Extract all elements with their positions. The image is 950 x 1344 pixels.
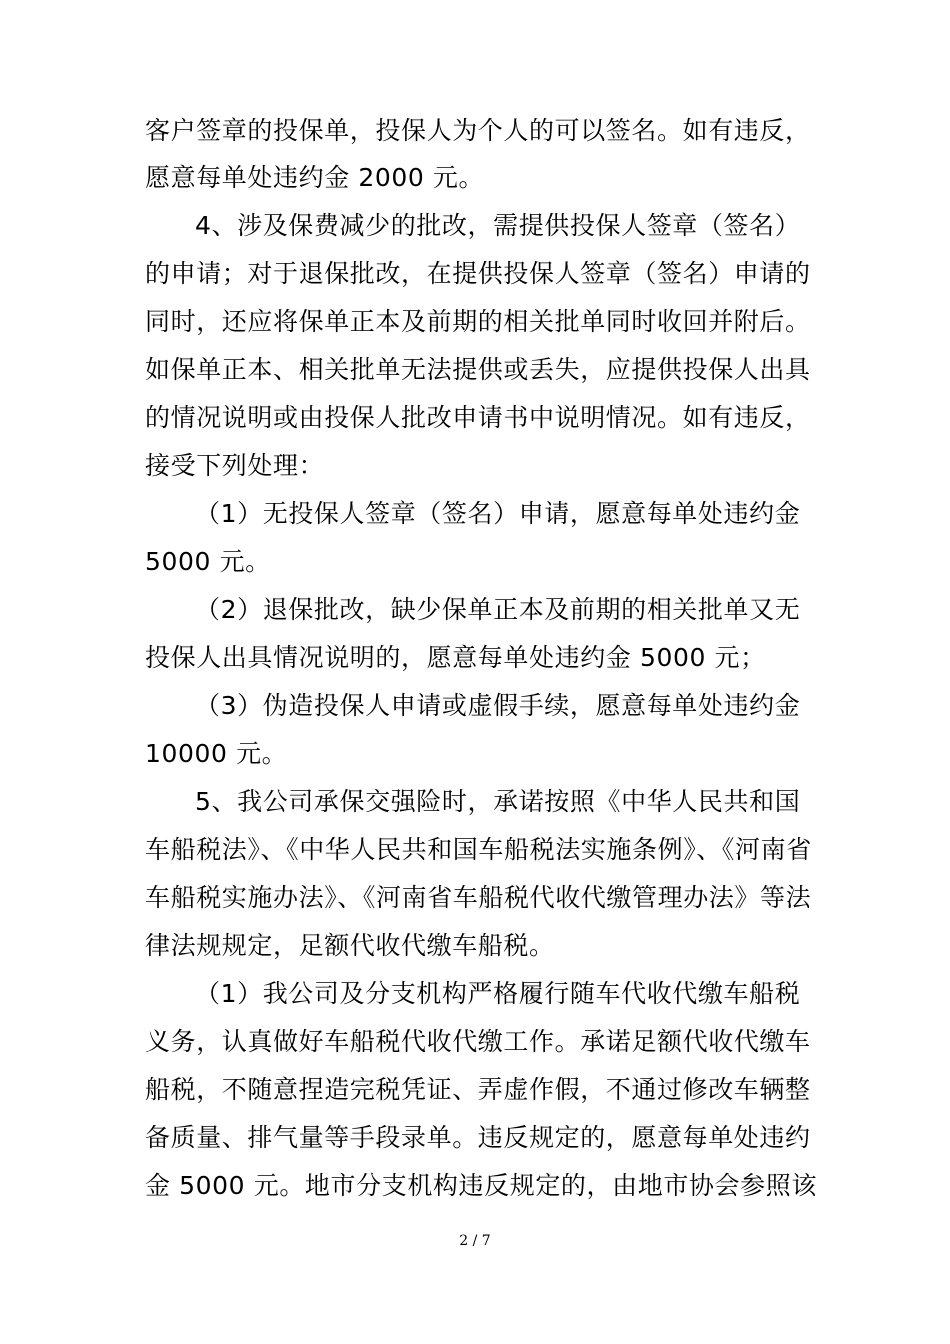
- text-line: 4、涉及保费减少的批改，需提供投保人签章（签名）: [195, 211, 801, 240]
- page-number: 2 / 7: [459, 1233, 491, 1249]
- text-line: （1）无投保人签章（签名）申请，愿意每单处违约金: [195, 499, 801, 528]
- text-line: 律法规规定，足额代收代缴车船税。: [145, 931, 555, 960]
- text-line: 备质量、排气量等手段录单。违反规定的，愿意每单处违约: [145, 1123, 811, 1152]
- text-line: （3）伪造投保人申请或虚假手续，愿意每单处违约金: [195, 691, 801, 720]
- text-line: 义务，认真做好车船税代收代缴工作。承诺足额代收代缴车: [145, 1027, 811, 1056]
- text-line: 客户签章的投保单，投保人为个人的可以签名。如有违反，: [145, 116, 811, 145]
- text-line: 愿意每单处违约金 2000 元。: [145, 163, 485, 192]
- text-line: 的申请；对于退保批改，在提供投保人签章（签名）申请的: [145, 259, 811, 288]
- text-line: 车船税法》、《中华人民共和国车船税法实施条例》、《河南省: [145, 835, 812, 864]
- text-line: 投保人出具情况说明的，愿意每单处违约金 5000 元；: [145, 643, 766, 672]
- text-line: 的情况说明或由投保人批改申请书中说明情况。如有违反，: [145, 403, 811, 432]
- text-line: 如保单正本、相关批单无法提供或丢失，应提供投保人出具: [145, 355, 811, 384]
- text-line: 船税，不随意捏造完税凭证、弄虚作假，不通过修改车辆整: [145, 1075, 811, 1104]
- text-line: 同时，还应将保单正本及前期的相关批单同时收回并附后。: [145, 307, 811, 336]
- text-line: 接受下列处理：: [145, 451, 325, 480]
- text-line: 车船税实施办法》、《河南省车船税代收代缴管理办法》等法: [145, 883, 812, 912]
- text-line: （2）退保批改，缺少保单正本及前期的相关批单又无: [195, 595, 801, 624]
- text-line: 5、我公司承保交强险时，承诺按照《中华人民共和国: [195, 787, 801, 816]
- text-line: 5000 元。: [145, 547, 271, 576]
- text-line: （1）我公司及分支机构严格履行随车代收代缴车船税: [195, 979, 801, 1008]
- text-line: 金 5000 元。地市分支机构违反规定的，由地市协会参照该: [145, 1171, 817, 1200]
- text-line: 10000 元。: [145, 739, 288, 768]
